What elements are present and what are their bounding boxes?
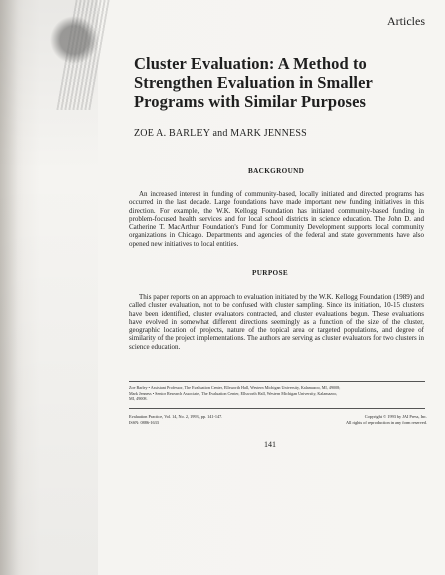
journal-citation: Evaluation Practice, Vol. 14, No. 2, 1993, pp. 141-147. <box>129 414 223 419</box>
copyright-line: Copyright © 1993 by JAI Press, Inc. <box>364 414 427 419</box>
footnote-divider-bottom <box>129 408 425 409</box>
footnote-line-2: Mark Jenness • Senior Research Associate, The Evaluation Center, Ellsworth Hall, Western Michigan University, Kalamazoo, <box>129 391 338 396</box>
issn: ISSN: 0886-1633 <box>129 419 159 425</box>
purpose-paragraph: This paper reports on an approach to evaluation initiated by the W.K. Kellogg Foundation (1989) and called cluster evaluation, not to be confused with cluster sampling. Since its initiation, 10-15 clusters have been identified, cluster evaluators contracted, and cluster evaluations begun. These evaluations have evolved in somewhat different directions seemingly as a function of the size of the cluster, geographic location of projects, nature of the topical area or targeted populations, and degree of similarity of the project implementations. The authors are serving as cluster evaluators for two clusters in science education. <box>129 293 424 351</box>
publication-info-right <box>346 414 427 425</box>
section-label: Articles <box>387 14 425 28</box>
page-number: 141 <box>264 440 276 449</box>
rights-line: All rights of reproduction in any form reserved. <box>346 419 427 425</box>
purpose-heading: PURPOSE <box>252 269 288 277</box>
background-paragraph: An increased interest in funding of community-based, locally initiated and directed programs has occurred in the last decade. Large foundations have made important new funding initiatives in this direction. For example, the W.K. Kellogg Foundation has initiated community-based funding in problem-focused health services and for local school districts in science education. The John D. and Catherine T. MacArthur Foundation's Fund for Community Development supports local community organizations in Chicago. Departments and agencies of the federal and state governments have also opened new initiatives to local entities. <box>129 190 424 248</box>
author-line: ZOE A. BARLEY and MARK JENNESS <box>134 128 307 139</box>
footnote-divider-top <box>129 381 425 382</box>
publication-info-left <box>129 414 222 425</box>
footnote-line-1: Zoe Barley • Assistant Professor, The Evaluation Center, Ellsworth Hall, Western Michigan University, Kalamazoo, MI, 49008; <box>129 385 341 390</box>
footnote-line-3: MI, 49008. <box>129 396 148 401</box>
article-title: Cluster Evaluation: A Method to Strengthen Evaluation in Smaller Programs with Similar Purposes <box>134 54 373 112</box>
background-heading: BACKGROUND <box>248 167 305 175</box>
